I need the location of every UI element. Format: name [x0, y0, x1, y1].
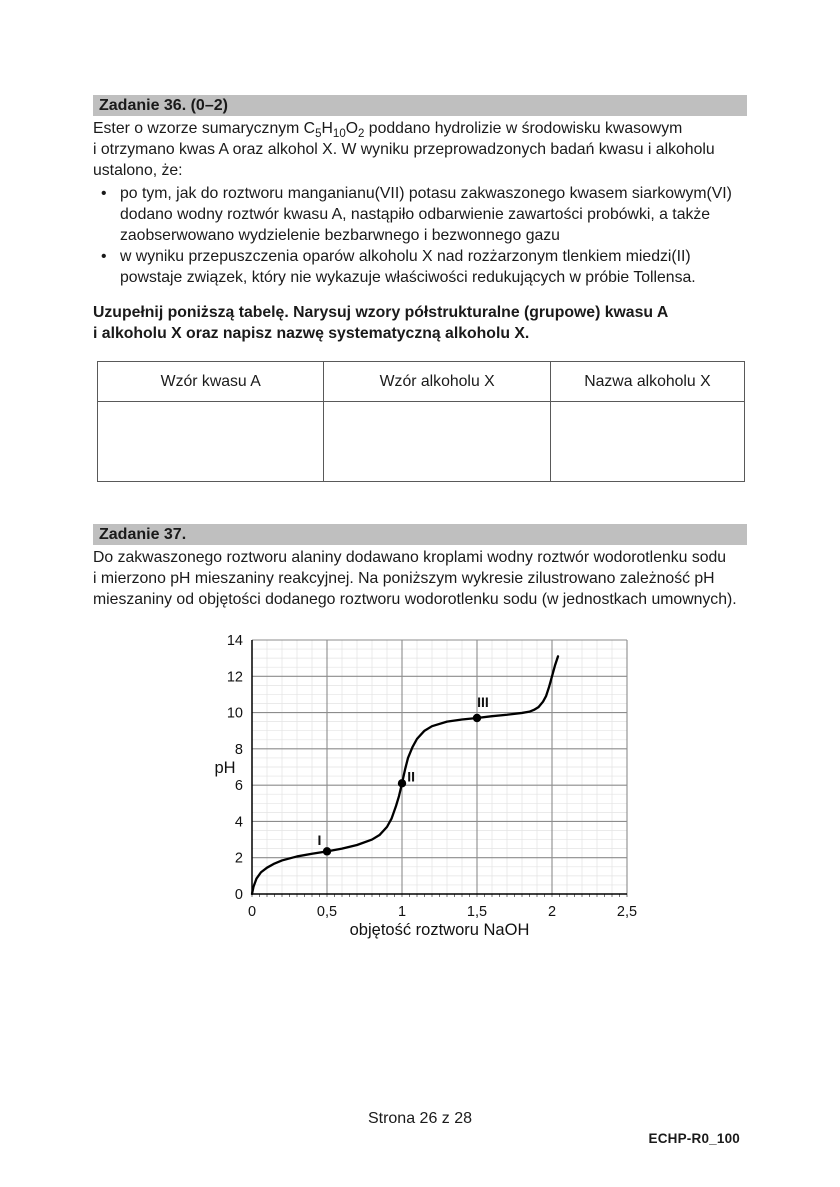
- svg-text:2,5: 2,5: [616, 904, 638, 920]
- point-III: [473, 714, 481, 722]
- task-36-header: [93, 95, 747, 116]
- intro-formula-h: H: [321, 120, 333, 137]
- task-36-intro: [93, 118, 747, 181]
- task-37-section: [93, 524, 747, 610]
- intro-formula-o: O: [345, 120, 359, 137]
- svg-text:1: 1: [397, 904, 407, 920]
- bullet-2-text: w wyniku przepuszczenia oparów alkoholu X nad rozżarzonym tlenkiem miedzi(II) powstaje związek, który nie wykazuje właściwości redukujących w próbie Tollensa.: [120, 248, 696, 286]
- svg-text:12: 12: [226, 669, 243, 686]
- bullet-marker: •: [101, 185, 107, 202]
- task-37-header-label: Zadanie 37.: [99, 526, 187, 543]
- svg-text:1,5: 1,5: [466, 904, 488, 920]
- titration-chart-svg: [195, 622, 665, 957]
- svg-text:0: 0: [247, 904, 257, 920]
- svg-text:10: 10: [226, 705, 243, 722]
- x-axis-title: objętość roztworu NaOH: [349, 921, 530, 939]
- task-37-header: [93, 524, 747, 545]
- task-36-header-label: Zadanie 36. (0–2): [99, 97, 228, 114]
- point-label-III: III: [477, 694, 489, 711]
- column-header-nazwa-alkoholu: Nazwa alkoholu X: [550, 362, 744, 402]
- grid-minor: [252, 640, 627, 894]
- bullet-marker: •: [101, 248, 107, 265]
- titration-curve: [252, 656, 558, 894]
- formula-subscript-10: 10: [332, 128, 346, 141]
- document-code: ECHP-R0_100: [648, 1131, 740, 1146]
- column-header-wzor-alkoholu: Wzór alkoholu X: [324, 362, 550, 402]
- task-37-intro: Do zakwaszonego roztworu alaniny dodawano kroplami wodny roztwór wodorotlenku sodu i mierzono pH mieszaniny reakcyjnej. Na poniższym wykresie zilustrowano zależność pH mieszaniny od objętości dodanego roztworu wodorotlenku sodu (w jednostkach umownych).: [93, 549, 737, 608]
- svg-text:2: 2: [234, 850, 243, 867]
- task-36-answer-table: [97, 361, 745, 482]
- point-I: [323, 847, 331, 855]
- bullet-item-1: [93, 183, 747, 246]
- svg-text:6: 6: [234, 778, 243, 795]
- intro-lines-rest: i otrzymano kwas A oraz alkohol X. W wyniku przeprowadzonych badań kwasu i alkoholu ustalono, że:: [93, 141, 715, 179]
- formula-subscript-2: 2: [358, 128, 365, 141]
- svg-text:2: 2: [547, 904, 557, 920]
- svg-text:14: 14: [226, 633, 243, 649]
- point-label-II: II: [407, 768, 416, 785]
- x-tick-labels: [248, 904, 637, 920]
- intro-formula-pre: Ester o wzorze sumarycznym C: [93, 120, 316, 137]
- titration-chart: [195, 622, 665, 957]
- answer-cell-nazwa-alkoholu[interactable]: [550, 402, 744, 482]
- point-label-I: I: [317, 832, 322, 849]
- intro-line1-rest: poddano hydrolizie w środowisku kwasowym: [364, 120, 683, 137]
- point-II: [398, 779, 406, 787]
- answer-cell-wzor-kwasu[interactable]: [98, 402, 324, 482]
- answer-cell-wzor-alkoholu[interactable]: [324, 402, 550, 482]
- svg-text:0: 0: [234, 887, 243, 903]
- formula-subscript-5: 5: [315, 128, 322, 141]
- bullet-1-text: po tym, jak do roztworu manganianu(VII) potasu zakwaszonego kwasem siarkowym(VI) dodano wodny roztwór kwasu A, nastąpiło odbarwienie zawartości probówki, a także zaobserwowano wydzielenie bezbarwnego i bezwonnego gazu: [120, 185, 732, 244]
- y-axis-title: pH: [214, 759, 236, 777]
- answer-table-header-row: [98, 362, 745, 402]
- page-number: Strona 26 z 28: [367, 1110, 473, 1127]
- answer-table-input-row: [98, 402, 745, 482]
- svg-text:4: 4: [234, 814, 243, 831]
- task-36-section: [93, 95, 747, 482]
- task-36-bullet-list: [93, 183, 747, 288]
- bullet-item-2: [93, 246, 747, 288]
- column-header-wzor-kwasu: Wzór kwasu A: [98, 362, 324, 402]
- svg-text:8: 8: [234, 741, 243, 758]
- task-36-instruction: Uzupełnij poniższą tabelę. Narysuj wzory półstrukturalne (grupowe) kwasu A i alkoholu X oraz napisz nazwę systematyczną alkoholu X.: [93, 304, 669, 342]
- svg-text:0,5: 0,5: [316, 904, 338, 920]
